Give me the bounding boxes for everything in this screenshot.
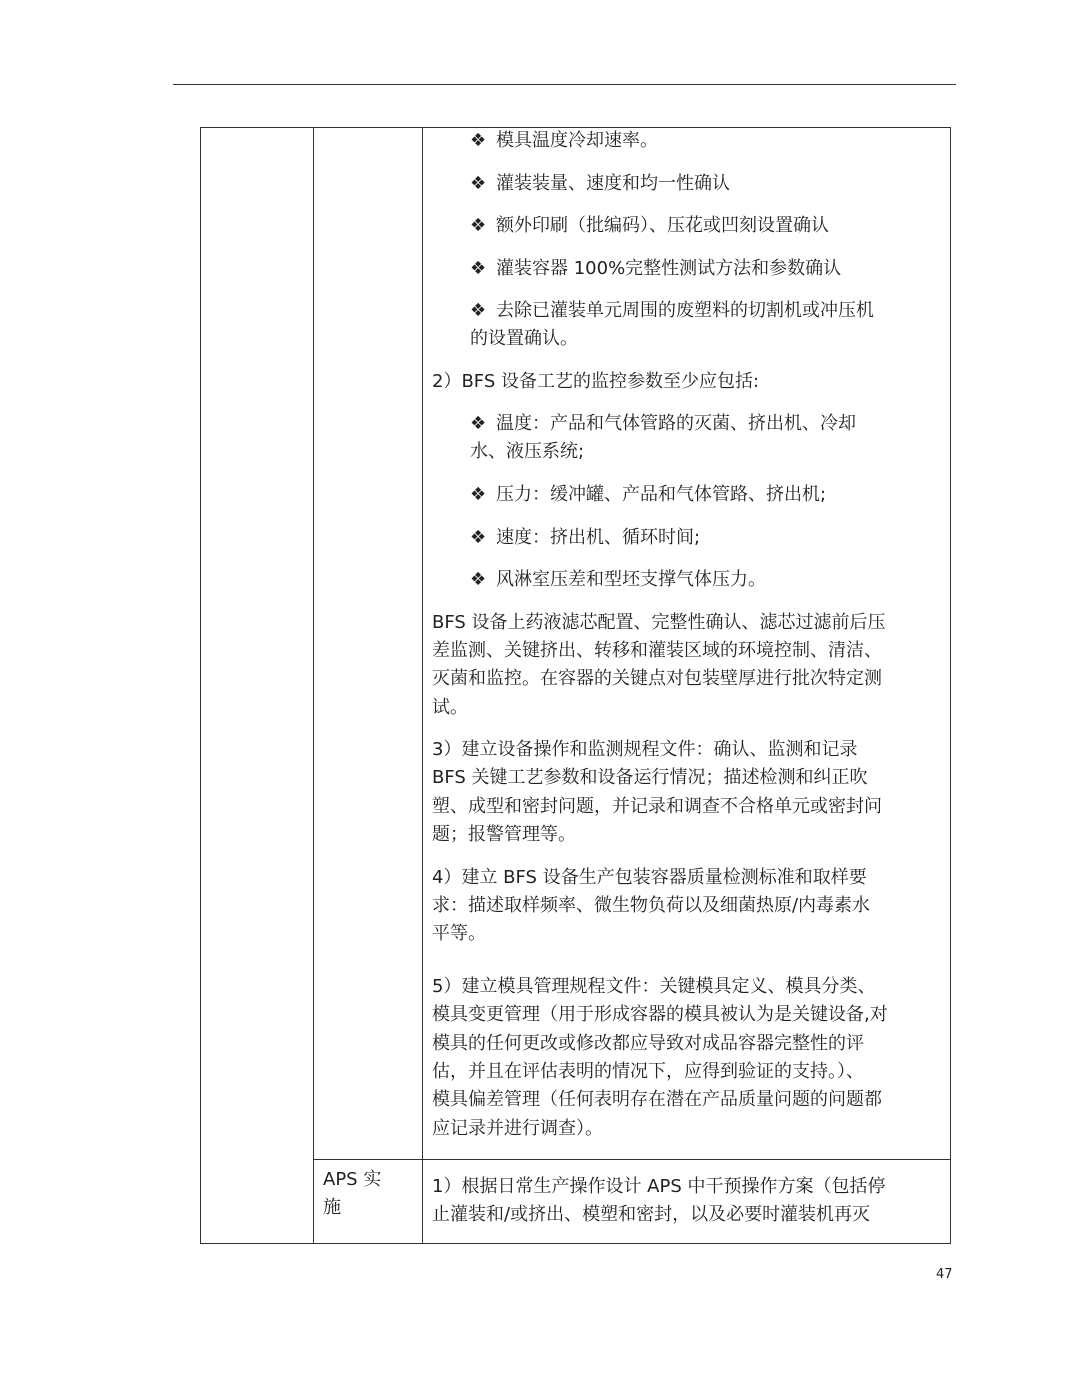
diamond-bullet-icon: ❖ xyxy=(470,258,487,279)
bullet-item: ❖ 灌装容器 100%完整性测试方法和参数确认 xyxy=(470,255,841,283)
paragraph-line: 应记录并进行调查）。 xyxy=(432,1118,603,1139)
bullet-item: ❖ 速度：挤出机、循环时间; xyxy=(470,524,700,552)
diamond-bullet-icon: ❖ xyxy=(470,173,487,194)
bullet-continuation: 的设置确认。 xyxy=(470,328,578,349)
paragraph-line: 题；报警管理等。 xyxy=(432,824,576,845)
paragraph-line: 模具偏差管理（任何表明存在潜在产品质量问题的问题都 xyxy=(432,1089,882,1110)
paragraph-line: BFS 关键工艺参数和设备运行情况；描述检测和纠正吹 xyxy=(432,767,868,788)
paragraph-line: 灭菌和监控。在容器的关键点对包装壁厚进行批次特定测 xyxy=(432,668,882,689)
column-divider-1 xyxy=(313,128,314,1243)
paragraph-line: 估，并且在评估表明的情况下，应得到验证的支持。）、 xyxy=(432,1061,864,1082)
bullet-item: ❖ 灌装装量、速度和均一性确认 xyxy=(470,170,730,198)
page-number: 47 xyxy=(936,1267,953,1282)
diamond-bullet-icon: ❖ xyxy=(470,413,487,434)
paragraph-line: 模具变更管理（用于形成容器的模具被认为是关键设备,对 xyxy=(432,1004,888,1025)
diamond-bullet-icon: ❖ xyxy=(470,215,487,236)
diamond-bullet-icon: ❖ xyxy=(470,130,487,151)
bullet-item: ❖ 压力：缓冲罐、产品和气体管路、挤出机; xyxy=(470,481,826,509)
diamond-bullet-icon: ❖ xyxy=(470,527,487,548)
diamond-bullet-icon: ❖ xyxy=(470,484,487,505)
paragraph-line: 5）建立模具管理规程文件：关键模具定义、模具分类、 xyxy=(432,976,876,997)
header-rule xyxy=(173,84,956,85)
paragraph-line: 差监测、关键挤出、转移和灌装区域的环境控制、清洁、 xyxy=(432,640,882,661)
bullet-item: ❖ 模具温度冷却速率。 xyxy=(470,127,658,155)
paragraph-line: 止灌装和/或挤出、模塑和密封，以及必要时灌装机再灭 xyxy=(432,1204,871,1225)
diamond-bullet-icon: ❖ xyxy=(470,569,487,590)
paragraph-line: 塑、成型和密封问题，并记录和调查不合格单元或密封问 xyxy=(432,796,882,817)
paragraph-line: 1）根据日常生产操作设计 APS 中干预操作方案（包括停 xyxy=(432,1176,886,1197)
bullet-item: ❖ 风淋室压差和型坯支撑气体压力。 xyxy=(470,566,766,594)
aps-label: 施 xyxy=(323,1197,341,1218)
item-2-heading: 2）BFS 设备工艺的监控参数至少应包括: xyxy=(432,371,760,392)
row-divider-aps xyxy=(313,1159,950,1160)
bullet-item: ❖ 额外印刷（批编码）、压花或凹刻设置确认 xyxy=(470,212,829,240)
diamond-bullet-icon: ❖ xyxy=(470,300,487,321)
bullet-item: ❖ 温度：产品和气体管路的灭菌、挤出机、冷却 xyxy=(470,410,856,438)
paragraph-line: 模具的任何更改或修改都应导致对成品容器完整性的评 xyxy=(432,1033,864,1054)
paragraph-line: BFS 设备上药液滤芯配置、完整性确认、滤芯过滤前后压 xyxy=(432,612,886,633)
aps-label: APS 实 xyxy=(323,1169,382,1190)
paragraph-line: 4）建立 BFS 设备生产包装容器质量检测标准和取样要 xyxy=(432,867,867,888)
paragraph-line: 平等。 xyxy=(432,923,486,944)
bullet-continuation: 水、液压系统; xyxy=(470,441,585,462)
paragraph-line: 求：描述取样频率、微生物负荷以及细菌热原/内毒素水 xyxy=(432,895,871,916)
paragraph-line: 试。 xyxy=(432,697,468,718)
bullet-item: ❖ 去除已灌装单元周围的废塑料的切割机或冲压机 xyxy=(470,297,874,325)
column-divider-2 xyxy=(422,128,423,1243)
paragraph-line: 3）建立设备操作和监测规程文件：确认、监测和记录 xyxy=(432,739,858,760)
